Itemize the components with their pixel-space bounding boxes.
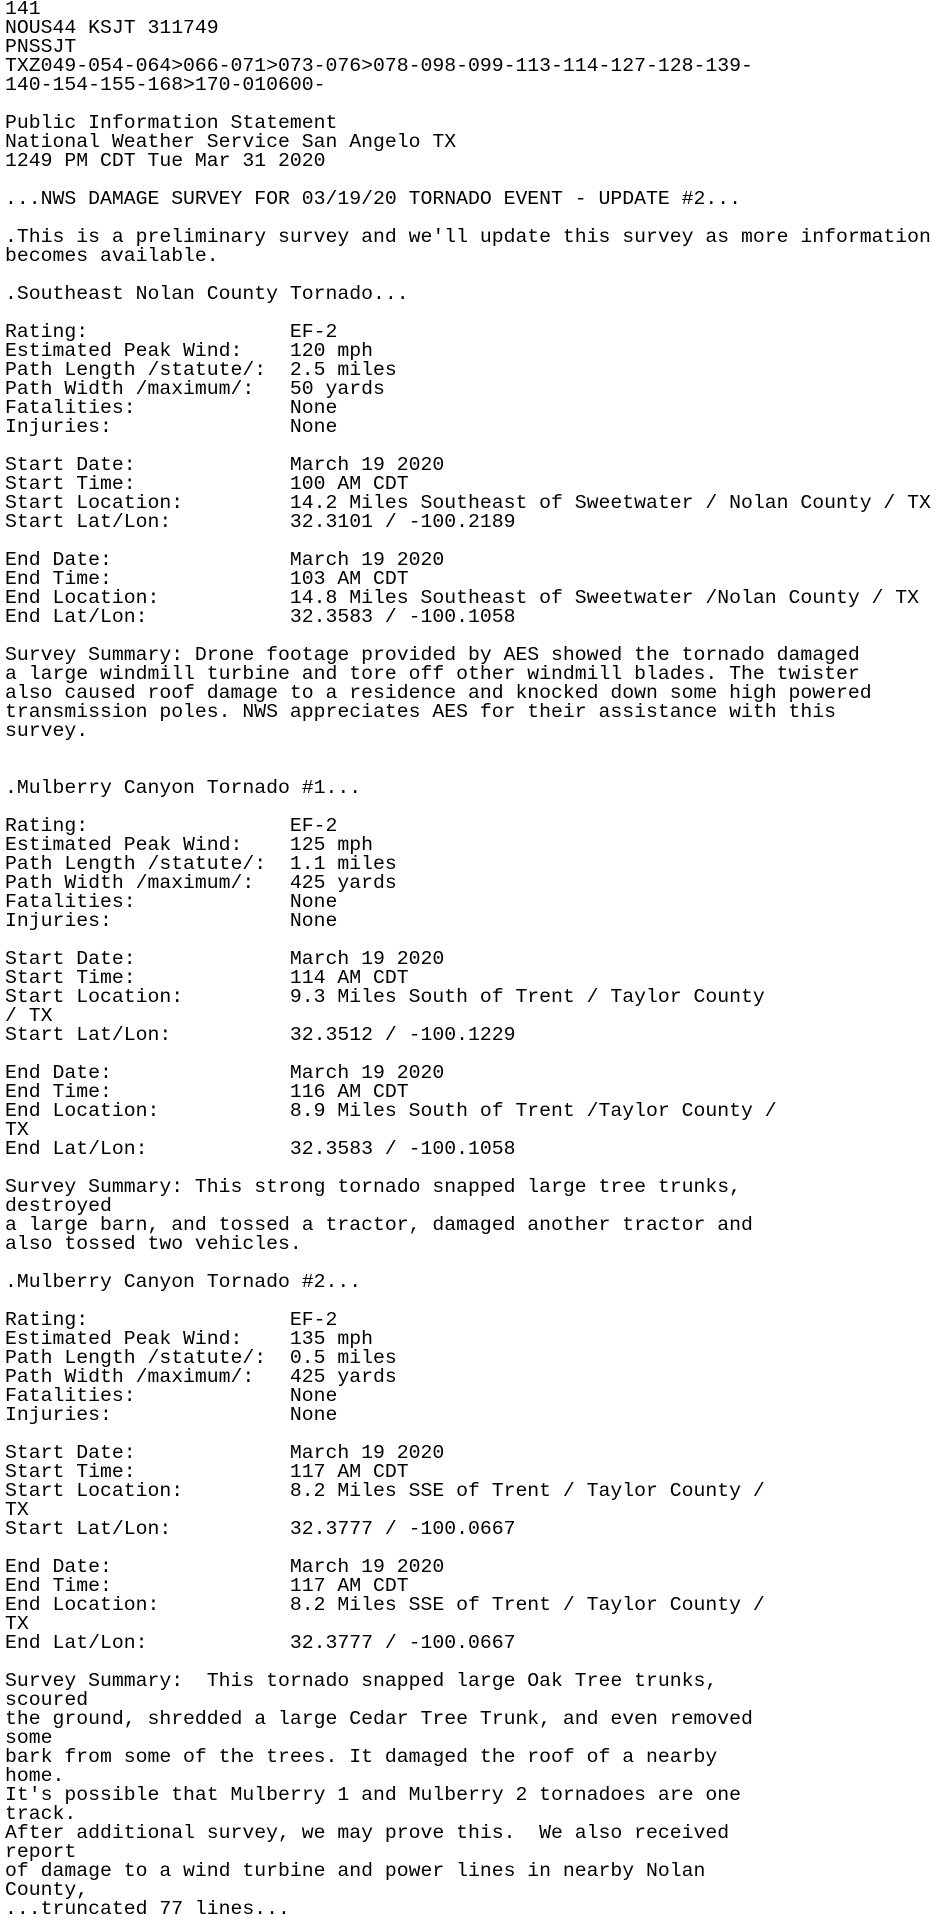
document-line: End Location: 8.2 Miles SSE of Trent / Taylor County / [5,1594,765,1616]
document-line: Rating: EF-2 [5,321,338,343]
document-line: End Time: 103 AM CDT [5,568,409,590]
document-line: Rating: EF-2 [5,1309,338,1331]
document-line: .Southeast Nolan County Tornado... [5,283,409,305]
document-line: Public Information Statement [5,112,338,134]
document-line: End Lat/Lon: 32.3777 / -100.0667 [5,1632,516,1654]
document-line: scoured [5,1689,89,1711]
document-line: 141 [5,0,41,20]
document-line: Start Location: 14.2 Miles Southeast of Sweetwater / Nolan County / TX [5,492,931,514]
document-line: track. [5,1803,77,1825]
document-line: a large barn, and tossed a tractor, damaged another tractor and [5,1214,753,1236]
document-line: Survey Summary: Drone footage provided by AES showed the tornado damaged [5,644,860,666]
document-line: Start Time: 100 AM CDT [5,473,409,495]
document-line: Start Lat/Lon: 32.3512 / -100.1229 [5,1024,516,1046]
document-line [5,741,946,760]
document-line: Injuries: None [5,416,338,438]
document-line: of damage to a wind turbine and power lines in nearby Nolan [5,1860,706,1882]
document-line: Path Length /statute/: 0.5 miles [5,1347,397,1369]
document-line: Start Location: 8.2 Miles SSE of Trent / Taylor County / [5,1480,765,1502]
document-line: Survey Summary: This strong tornado snapped large tree trunks, [5,1176,741,1198]
document-line: Injuries: None [5,910,338,932]
document-line: some [5,1727,53,1749]
document-line: Start Time: 117 AM CDT [5,1461,409,1483]
document-line: Path Width /maximum/: 425 yards [5,872,397,894]
document-line: home. [5,1765,65,1787]
document-line: Start Date: March 19 2020 [5,454,445,476]
document-line: bark from some of the trees. It damaged the roof of a nearby [5,1746,718,1768]
document-line: 140-154-155-168>170-010600- [5,74,326,96]
document-line: a large windmill turbine and tore off other windmill blades. The twister [5,663,860,685]
document-line: Start Time: 114 AM CDT [5,967,409,989]
document-line: End Location: 14.8 Miles Southeast of Sweetwater /Nolan County / TX [5,587,920,609]
document-line: End Date: March 19 2020 [5,549,445,571]
text-document [5,0,946,1920]
document-line: TX [5,1613,29,1635]
document-line: 1249 PM CDT Tue Mar 31 2020 [5,150,326,172]
document-line: TXZ049-054-064>066-071>073-076>078-098-099-113-114-127-128-139- [5,55,753,77]
document-line: .This is a preliminary survey and we'll update this survey as more information [5,226,931,248]
document-line: ...NWS DAMAGE SURVEY FOR 03/19/20 TORNADO EVENT - UPDATE #2... [5,188,741,210]
document-line: survey. [5,720,89,742]
document-line: After additional survey, we may prove this. We also received [5,1822,730,1844]
document-line: County, [5,1879,89,1901]
document-line: End Date: March 19 2020 [5,1062,445,1084]
document-line: Estimated Peak Wind: 125 mph [5,834,373,856]
document-line: Survey Summary: This tornado snapped large Oak Tree trunks, [5,1670,718,1692]
document-line: End Location: 8.9 Miles South of Trent /Taylor County / [5,1100,777,1122]
document-line: Start Location: 9.3 Miles South of Trent / Taylor County [5,986,765,1008]
document-line: report [5,1841,77,1863]
document-line: TX [5,1499,29,1521]
document-line: It's possible that Mulberry 1 and Mulberry 2 tornadoes are one [5,1784,741,1806]
document-line: Start Date: March 19 2020 [5,1442,445,1464]
document-line: the ground, shredded a large Cedar Tree Trunk, and even removed [5,1708,753,1730]
document-line: Fatalities: None [5,397,338,419]
document-line: also caused roof damage to a residence and knocked down some high powered [5,682,872,704]
document-line: End Date: March 19 2020 [5,1556,445,1578]
document-line: PNSSJT [5,36,77,58]
document-line: NOUS44 KSJT 311749 [5,17,219,39]
document-line: Estimated Peak Wind: 135 mph [5,1328,373,1350]
document-line: National Weather Service San Angelo TX [5,131,457,153]
document-line: .Mulberry Canyon Tornado #1... [5,777,362,799]
document-line: Path Width /maximum/: 50 yards [5,378,385,400]
document-line: TX [5,1119,29,1141]
document-line: End Time: 117 AM CDT [5,1575,409,1597]
document-line: becomes available. [5,245,219,267]
document-line: Injuries: None [5,1404,338,1426]
document-line: Start Lat/Lon: 32.3101 / -100.2189 [5,511,516,533]
document-line: Start Lat/Lon: 32.3777 / -100.0667 [5,1518,516,1540]
document-line: Fatalities: None [5,891,338,913]
document-line: Path Length /statute/: 1.1 miles [5,853,397,875]
document-line: End Lat/Lon: 32.3583 / -100.1058 [5,606,516,628]
document-line: End Time: 116 AM CDT [5,1081,409,1103]
document-line: Fatalities: None [5,1385,338,1407]
document-line: / TX [5,1005,53,1027]
document-line: destroyed [5,1195,112,1217]
document-line: also tossed two vehicles. [5,1233,302,1255]
document-line: ...truncated 77 lines... [5,1898,290,1920]
document-line: Path Length /statute/: 2.5 miles [5,359,397,381]
document-line: Path Width /maximum/: 425 yards [5,1366,397,1388]
document-line: Start Date: March 19 2020 [5,948,445,970]
document-line: .Mulberry Canyon Tornado #2... [5,1271,362,1293]
document-line: Rating: EF-2 [5,815,338,837]
document-line: Estimated Peak Wind: 120 mph [5,340,373,362]
document-line: End Lat/Lon: 32.3583 / -100.1058 [5,1138,516,1160]
document-line: transmission poles. NWS appreciates AES for their assistance with this [5,701,836,723]
